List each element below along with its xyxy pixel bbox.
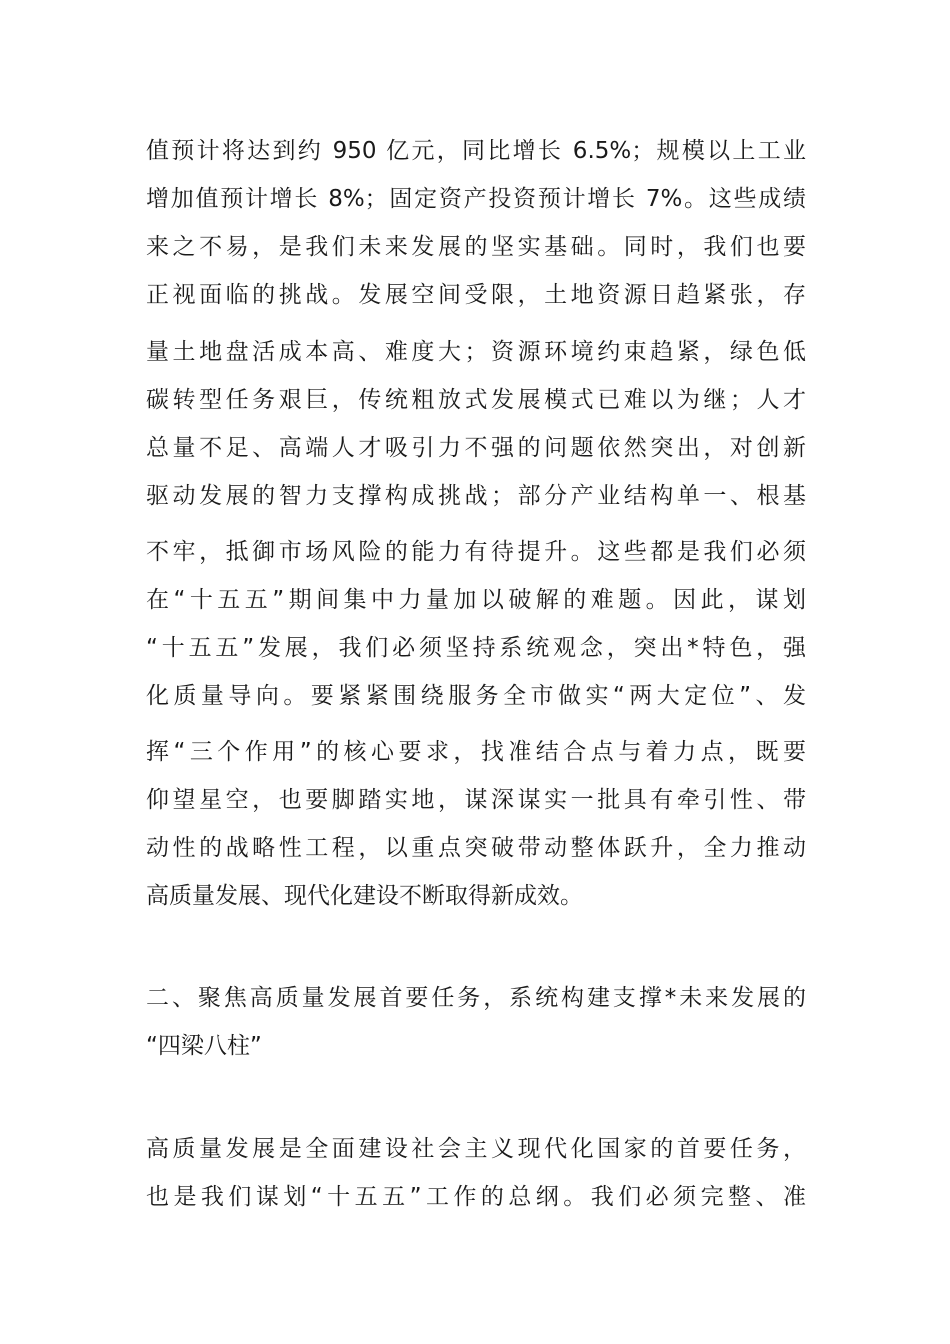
paragraph-line: 化质量导向。要紧紧围绕服务全市做实“两大定位”、发: [146, 683, 806, 709]
paragraph-line: 正视面临的挑战。发展空间受限，土地资源日趋紧张，存: [146, 282, 806, 308]
paragraph-line: 量土地盘活成本高、难度大；资源环境约束趋紧，绿色低: [146, 339, 806, 365]
paragraph-line: 仰望星空，也要脚踏实地，谋深谋实一批具有牵引性、带: [146, 787, 806, 813]
paragraph-line: 来之不易，是我们未来发展的坚实基础。同时，我们也要: [146, 234, 806, 260]
paragraph-line: 动性的战略性工程，以重点突破带动整体跃升，全力推动: [146, 835, 806, 861]
paragraph-line: 挥“三个作用”的核心要求，找准结合点与着力点，既要: [146, 739, 806, 765]
paragraph-line: 碳转型任务艰巨，传统粗放式发展模式已难以为继；人才: [146, 387, 806, 413]
paragraph-line: 驱动发展的智力支撑构成挑战；部分产业结构单一、根基: [146, 483, 806, 509]
paragraph-line: 在“十五五”期间集中力量加以破解的难题。因此，谋划: [146, 587, 806, 613]
heading-line: “四梁八柱”: [146, 1033, 262, 1059]
paragraph-line: “十五五”发展，我们必须坚持系统观念，突出*特色，强: [146, 635, 806, 661]
paragraph-line: 增加值预计增长 8%；固定资产投资预计增长 7%。这些成绩: [146, 186, 806, 212]
paragraph-line: 总量不足、高端人才吸引力不强的问题依然突出，对创新: [146, 435, 806, 461]
paragraph-line: 高质量发展是全面建设社会主义现代化国家的首要任务，: [146, 1136, 806, 1162]
paragraph-line: 高质量发展、现代化建设不断取得新成效。: [146, 883, 583, 909]
paragraph-line: 不牢，抵御市场风险的能力有待提升。这些都是我们必须: [146, 539, 806, 565]
heading-line: 二、聚焦高质量发展首要任务，系统构建支撑*未来发展的: [146, 985, 806, 1011]
paragraph-line: 也是我们谋划“十五五”工作的总纲。我们必须完整、准: [146, 1184, 806, 1210]
paragraph-line: 值预计将达到约 950 亿元，同比增长 6.5%；规模以上工业: [146, 138, 806, 164]
